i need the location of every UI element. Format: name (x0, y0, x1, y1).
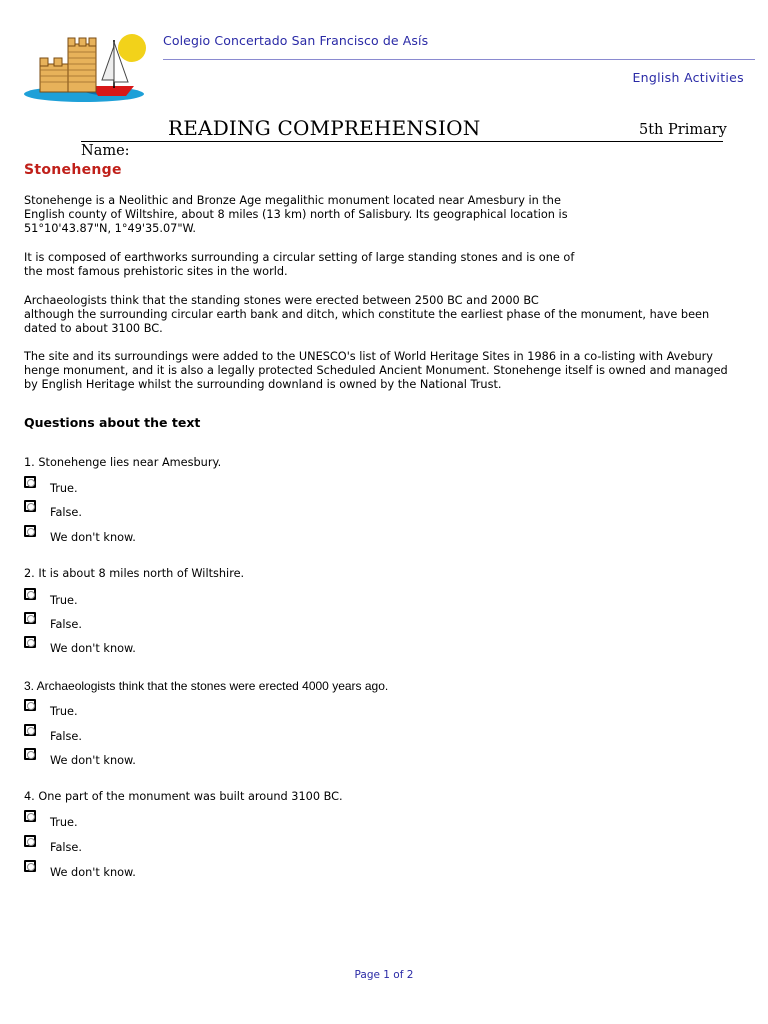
option-label: True. (50, 704, 78, 718)
name-label: Name: (81, 143, 130, 159)
question-1: 1. Stonehenge lies near Amesbury. (24, 456, 222, 469)
option-q3-false[interactable] (24, 721, 82, 743)
option-q1-true[interactable] (24, 473, 78, 495)
option-label: We don't know. (50, 753, 136, 767)
option-q4-false[interactable] (24, 832, 82, 854)
paragraph: Archaeologists think that the standing stones were erected between 2500 BC and 2000 BC although the surrounding circular earth bank and ditch, which constitute the earliest phase of the monument, have been dated to about 3100 BC. (24, 294, 710, 336)
subject-label: English Activities (632, 70, 744, 85)
grade-label: 5th Primary (639, 122, 727, 138)
paragraph: It is composed of earthworks surrounding a circular setting of large standing stones and is one of the most famous prehistoric sites in the world. (24, 251, 575, 279)
option-q3-true[interactable] (24, 696, 78, 718)
option-label: False. (50, 840, 82, 854)
option-q4-dont-know[interactable] (24, 857, 136, 879)
radio-button[interactable] (24, 835, 36, 847)
radio-button[interactable] (24, 748, 36, 760)
option-q2-dont-know[interactable] (24, 633, 136, 655)
option-q3-dont-know[interactable] (24, 745, 136, 767)
radio-button[interactable] (24, 636, 36, 648)
option-label: We don't know. (50, 641, 136, 655)
page-number: Page 1 of 2 (354, 969, 414, 981)
option-label: We don't know. (50, 530, 136, 544)
header-divider (163, 59, 755, 60)
option-q1-false[interactable] (24, 497, 82, 519)
questions-heading: Questions about the text (24, 415, 201, 430)
radio-button[interactable] (24, 810, 36, 822)
option-label: False. (50, 617, 82, 631)
radio-button[interactable] (24, 525, 36, 537)
option-label: True. (50, 481, 78, 495)
title-divider (81, 141, 723, 142)
option-label: False. (50, 505, 82, 519)
option-label: True. (50, 593, 78, 607)
text-heading: Stonehenge (24, 162, 122, 178)
radio-button[interactable] (24, 699, 36, 711)
option-q2-false[interactable] (24, 609, 82, 631)
question-2: 2. It is about 8 miles north of Wiltshire. (24, 567, 245, 580)
radio-button[interactable] (24, 612, 36, 624)
radio-button[interactable] (24, 500, 36, 512)
paragraph: The site and its surroundings were added to the UNESCO's list of World Heritage Sites in 1986 in a co-listing with Avebury henge monument, and it is also a legally protected Scheduled Ancient Monument. Stonehenge itself is owned and managed by English Heritage whilst the surrounding downland is owned by the National Trust. (24, 350, 728, 392)
option-q2-true[interactable] (24, 585, 78, 607)
option-q4-true[interactable] (24, 807, 78, 829)
radio-button[interactable] (24, 588, 36, 600)
worksheet-title: READING COMPREHENSION (168, 116, 481, 140)
paragraph: Stonehenge is a Neolithic and Bronze Age megalithic monument located near Amesbury in the English county of Wiltshire, about 8 miles (13 km) north of Salisbury. Its geographical location is 51°10'43.87"N, 1°49'35.07"W. (24, 194, 568, 236)
option-label: False. (50, 729, 82, 743)
radio-button[interactable] (24, 860, 36, 872)
question-4: 4. One part of the monument was built around 3100 BC. (24, 790, 343, 803)
option-q1-dont-know[interactable] (24, 522, 136, 544)
radio-button[interactable] (24, 724, 36, 736)
option-label: True. (50, 815, 78, 829)
school-logo (22, 30, 152, 104)
radio-button[interactable] (24, 476, 36, 488)
school-name: Colegio Concertado San Francisco de Asís (163, 33, 429, 48)
question-3: 3. Archaeologists think that the stones were erected 4000 years ago. (24, 679, 389, 693)
option-label: We don't know. (50, 865, 136, 879)
